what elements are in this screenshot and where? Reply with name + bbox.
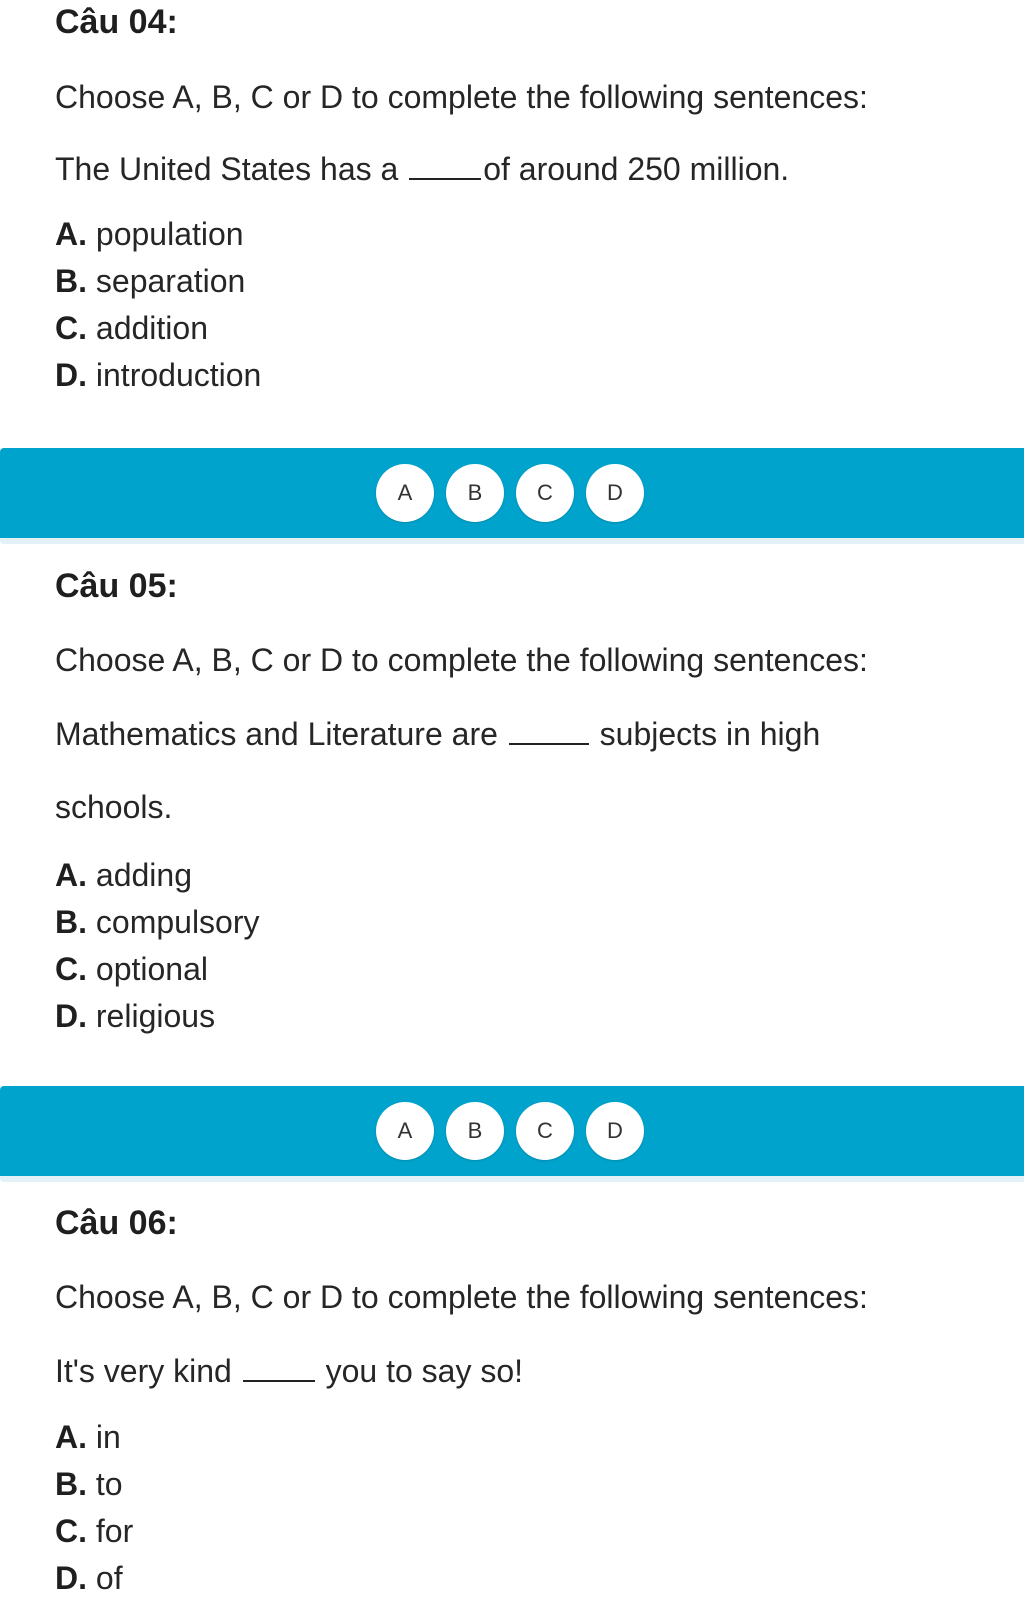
option-list bbox=[55, 852, 260, 1040]
answer-blank bbox=[243, 1354, 315, 1382]
sentence-part-after: of around 250 million. bbox=[483, 151, 790, 187]
option-a: A. in bbox=[55, 1419, 121, 1455]
sentence-part-after: subjects in high bbox=[599, 716, 821, 752]
answer-button-b[interactable]: B bbox=[446, 1102, 504, 1160]
option-a: A. population bbox=[55, 216, 244, 252]
answer-bar bbox=[0, 1086, 1024, 1182]
option-a: A. adding bbox=[55, 857, 192, 893]
option-c: C. addition bbox=[55, 310, 208, 346]
question-title: Câu 06: bbox=[55, 1204, 178, 1242]
answer-blank bbox=[409, 152, 481, 180]
question-sentence bbox=[55, 1351, 523, 1391]
answer-button-b[interactable]: B bbox=[446, 464, 504, 522]
answer-bar bbox=[0, 448, 1024, 544]
option-b: B. to bbox=[55, 1466, 123, 1502]
answer-button-d[interactable]: D bbox=[586, 1102, 644, 1160]
question-sentence-line2: schools. bbox=[55, 789, 173, 825]
answer-button-a[interactable]: A bbox=[376, 464, 434, 522]
answer-button-d[interactable]: D bbox=[586, 464, 644, 522]
option-list bbox=[55, 211, 261, 399]
answer-button-c[interactable]: C bbox=[516, 1102, 574, 1160]
question-sentence bbox=[55, 714, 820, 754]
option-d: D. religious bbox=[55, 998, 216, 1034]
question-instruction: Choose A, B, C or D to complete the following sentences: bbox=[55, 79, 868, 115]
option-list bbox=[55, 1414, 133, 1602]
answer-blank bbox=[509, 717, 589, 745]
question-instruction: Choose A, B, C or D to complete the following sentences: bbox=[55, 1279, 868, 1315]
sentence-part-before: It's very kind bbox=[55, 1353, 232, 1389]
option-d: D. of bbox=[55, 1560, 123, 1596]
sentence-part-before: The United States has a bbox=[55, 151, 399, 187]
question-title: Câu 05: bbox=[55, 567, 178, 605]
answer-button-c[interactable]: C bbox=[516, 464, 574, 522]
option-b: B. compulsory bbox=[55, 904, 260, 940]
option-b: B. separation bbox=[55, 263, 246, 299]
sentence-part-before: Mathematics and Literature are bbox=[55, 716, 498, 752]
option-c: C. for bbox=[55, 1513, 134, 1549]
question-sentence bbox=[55, 149, 789, 189]
answer-button-a[interactable]: A bbox=[376, 1102, 434, 1160]
question-instruction: Choose A, B, C or D to complete the following sentences: bbox=[55, 642, 868, 678]
option-c: C. optional bbox=[55, 951, 208, 987]
sentence-part-after: you to say so! bbox=[325, 1353, 524, 1389]
option-d: D. introduction bbox=[55, 357, 262, 393]
question-title: Câu 04: bbox=[55, 3, 178, 41]
